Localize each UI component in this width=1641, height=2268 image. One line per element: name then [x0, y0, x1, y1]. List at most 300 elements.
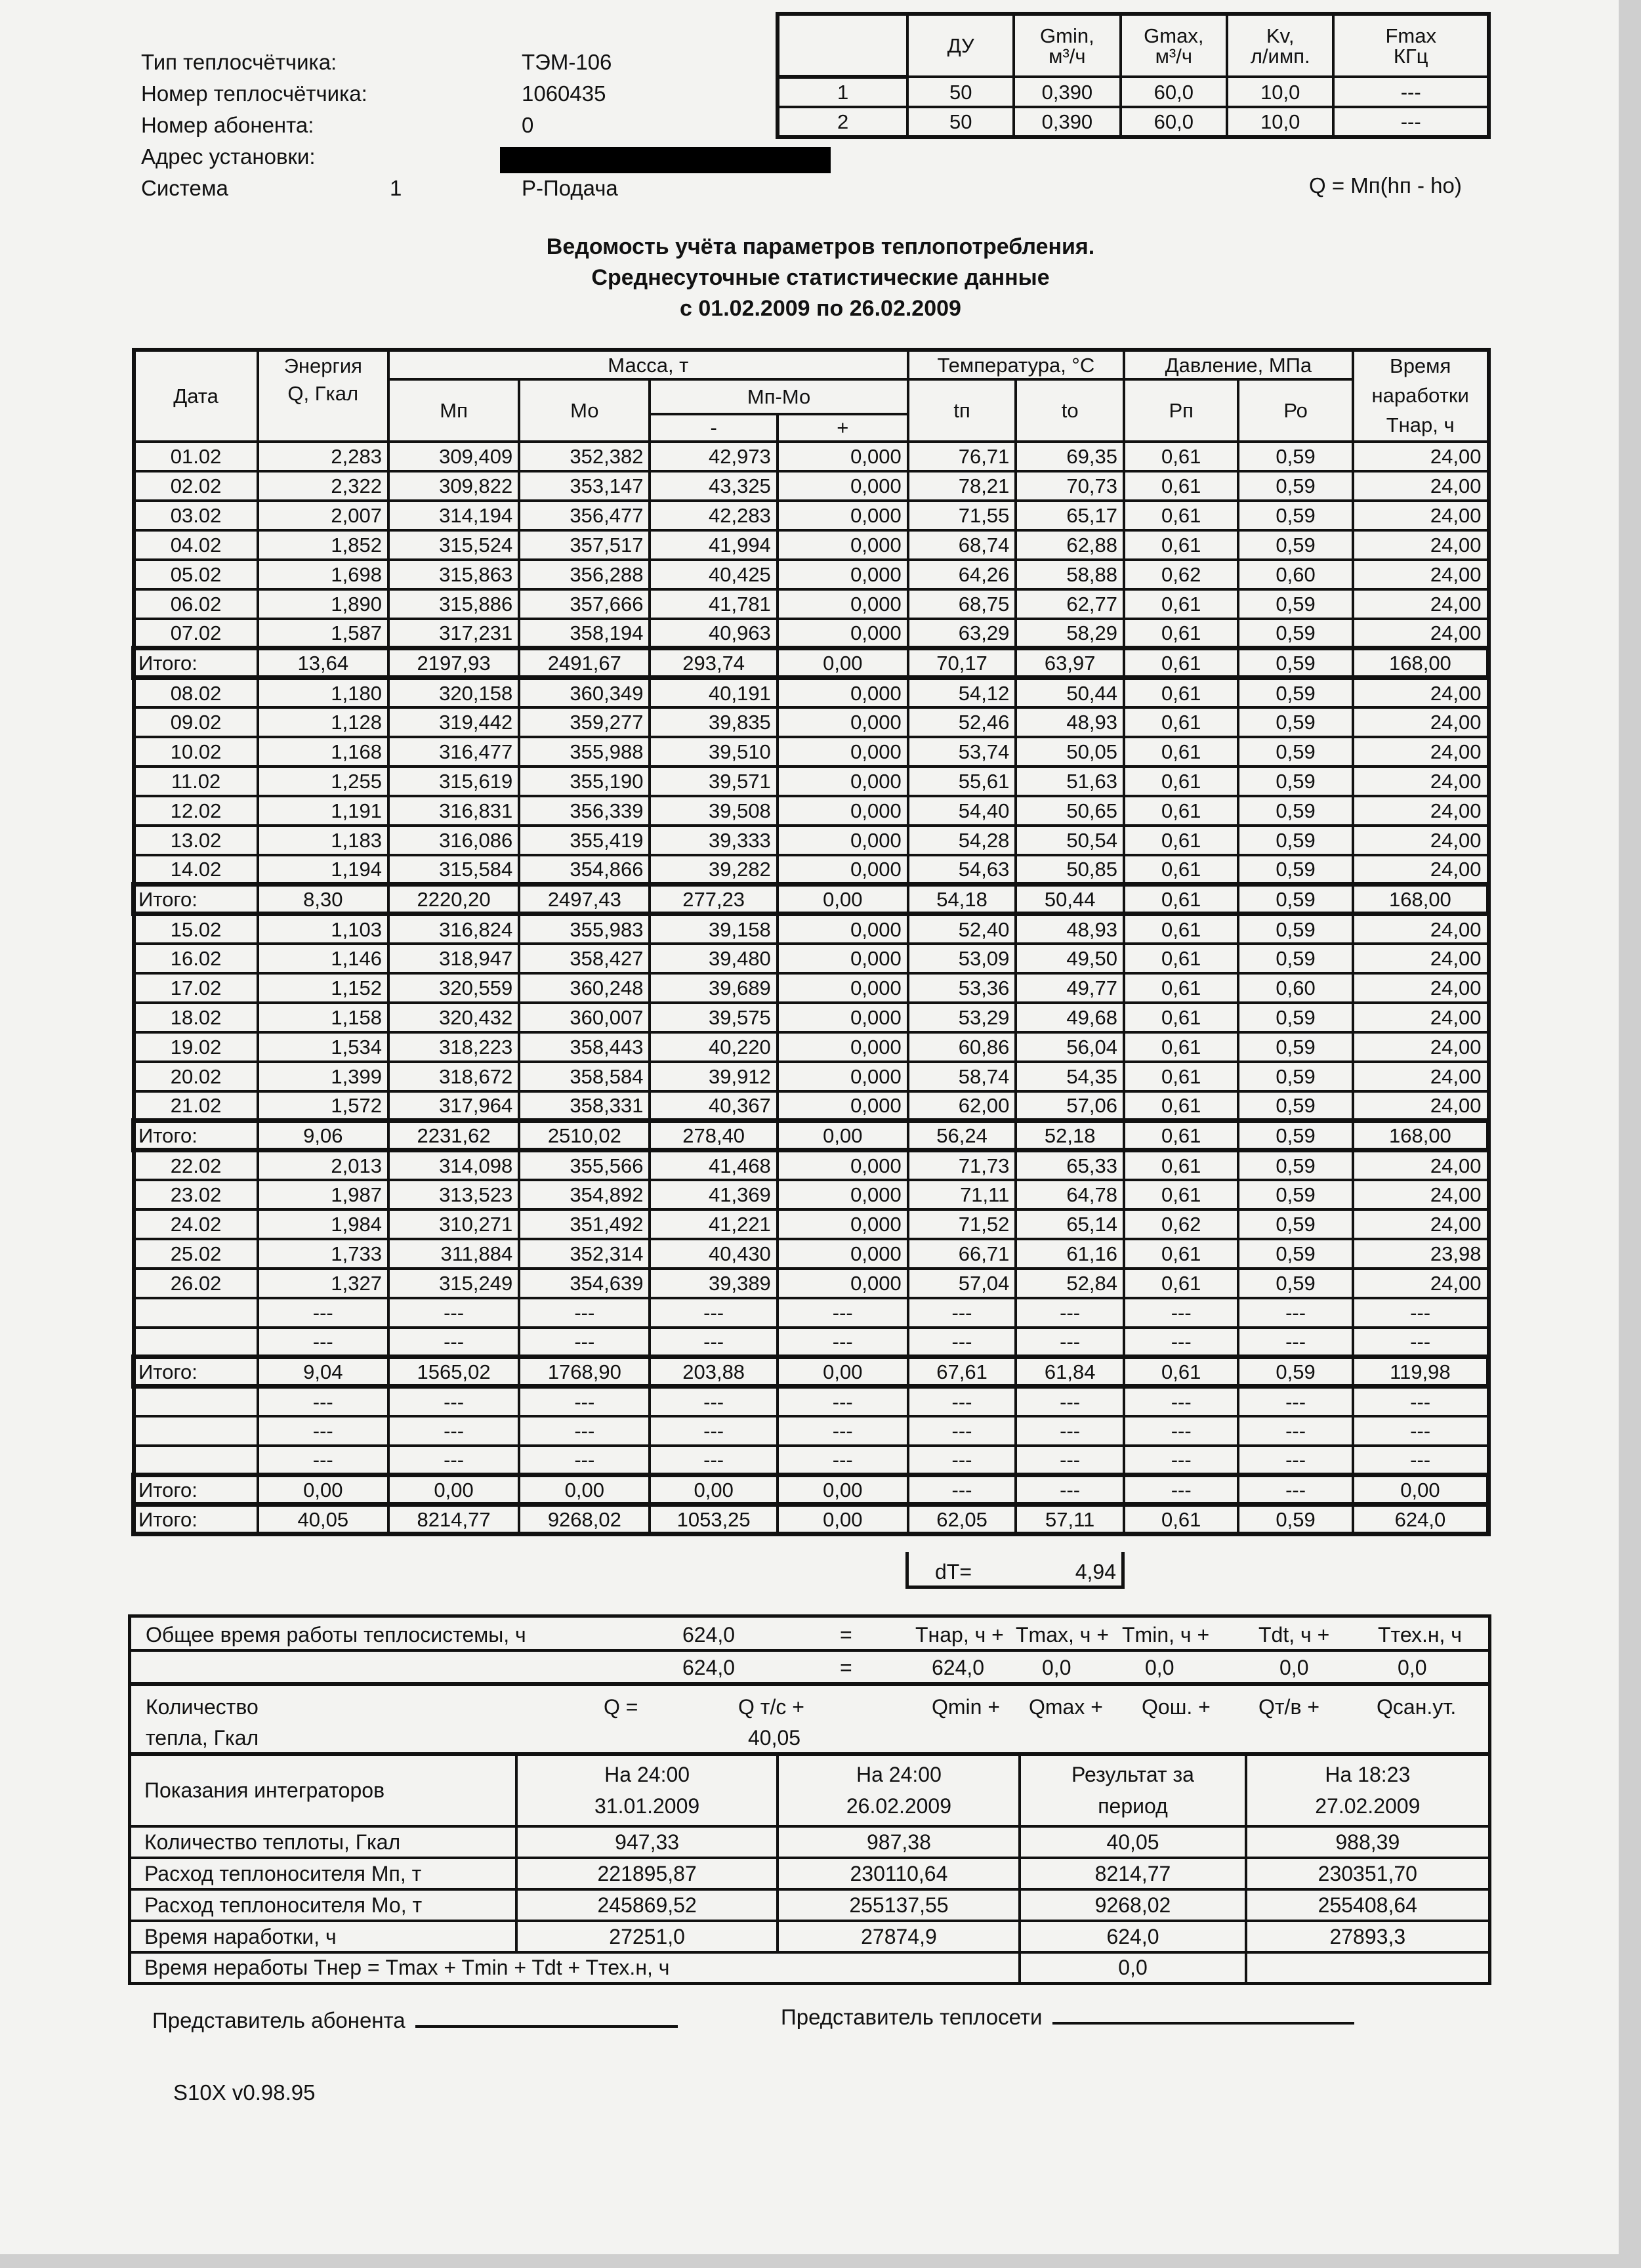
- table-cell: 314,194: [388, 501, 519, 530]
- q-term-san: Qсан.ут.: [1377, 1695, 1457, 1719]
- table-cell: 24,00: [1353, 914, 1489, 944]
- table-cell: 354,639: [519, 1269, 650, 1298]
- table-cell: 24,00: [1353, 1003, 1489, 1032]
- table-cell: 0,00: [519, 1475, 650, 1505]
- table-cell: 318,223: [388, 1032, 519, 1062]
- table-cell: 0,59: [1238, 471, 1352, 501]
- header-mp-mo: Мп-Мо: [650, 379, 907, 414]
- table-cell: 355,419: [519, 826, 650, 855]
- q-eq: Q =: [604, 1695, 638, 1719]
- table-cell: 2220,20: [388, 885, 519, 914]
- table-cell: 352,314: [519, 1239, 650, 1269]
- table-cell: ---: [1353, 1298, 1489, 1328]
- table-cell: 0,00: [258, 1475, 388, 1505]
- table-cell: 24,00: [1353, 737, 1489, 766]
- table-cell: 54,12: [908, 678, 1016, 707]
- table-cell: 49,68: [1016, 1003, 1124, 1032]
- table-cell: 355,566: [519, 1150, 650, 1180]
- table-cell: 54,28: [908, 826, 1016, 855]
- table-cell: 1,572: [258, 1091, 388, 1121]
- table-cell: 54,18: [908, 885, 1016, 914]
- table-cell: 65,14: [1016, 1209, 1124, 1239]
- table-row: [134, 1091, 1489, 1121]
- channel-cell: 50: [907, 107, 1014, 137]
- table-cell: 0,59: [1238, 648, 1352, 678]
- table-cell: Итого:: [134, 885, 258, 914]
- table-cell: 0,59: [1238, 1121, 1352, 1150]
- table-cell: 0,60: [1238, 560, 1352, 589]
- header-energy-unit: Q, Гкал: [258, 379, 388, 442]
- table-cell: ---: [908, 1475, 1016, 1505]
- table-cell: 1,180: [258, 678, 388, 707]
- table-cell: [134, 1387, 258, 1416]
- table-cell: 356,288: [519, 560, 650, 589]
- table-cell: 0,61: [1124, 619, 1238, 648]
- table-cell: 0,59: [1238, 1269, 1352, 1298]
- table-cell: ---: [908, 1446, 1016, 1475]
- table-cell: 0,61: [1124, 914, 1238, 944]
- table-cell: 48,93: [1016, 707, 1124, 737]
- table-cell: 52,18: [1016, 1121, 1124, 1150]
- table-cell: 319,442: [388, 707, 519, 737]
- table-cell: ---: [258, 1387, 388, 1416]
- table-cell: 0,61: [1124, 885, 1238, 914]
- table-cell: 23.02: [134, 1180, 258, 1209]
- table-cell: 56,24: [908, 1121, 1016, 1150]
- table-cell: 24,00: [1353, 944, 1489, 973]
- table-cell: 67,61: [908, 1357, 1016, 1387]
- table-cell: 60,86: [908, 1032, 1016, 1062]
- table-cell: 1,255: [258, 766, 388, 796]
- table-cell: 1,984: [258, 1209, 388, 1239]
- label-subscriber-number: Номер абонента:: [141, 113, 314, 137]
- channel-header-kv: Kv, л/имп.: [1227, 14, 1333, 77]
- total-row: [134, 648, 1489, 678]
- integrator-row-label: Время наработки, ч: [130, 1921, 516, 1952]
- label-address: Адрес установки:: [141, 144, 316, 169]
- table-cell: 0,000: [778, 501, 908, 530]
- integrators-table: [128, 1752, 1491, 1985]
- table-cell: ---: [1353, 1387, 1489, 1416]
- table-cell: 9,06: [258, 1121, 388, 1150]
- empty-row: [134, 1328, 1489, 1357]
- table-cell: 315,863: [388, 560, 519, 589]
- channel-header-blank: [778, 14, 907, 77]
- table-cell: 0,60: [1238, 973, 1352, 1003]
- total-row: [134, 885, 1489, 914]
- report-period: с 01.02.2009 по 26.02.2009: [680, 296, 961, 321]
- table-cell: ---: [1238, 1328, 1352, 1357]
- table-cell: 0,000: [778, 796, 908, 826]
- table-cell: 24,00: [1353, 973, 1489, 1003]
- table-cell: 311,884: [388, 1239, 519, 1269]
- table-cell: 50,65: [1016, 796, 1124, 826]
- table-cell: 50,44: [1016, 885, 1124, 914]
- table-cell: 65,33: [1016, 1150, 1124, 1180]
- table-cell: 78,21: [908, 471, 1016, 501]
- table-cell: 0,000: [778, 766, 908, 796]
- table-cell: 0,61: [1124, 501, 1238, 530]
- table-cell: 1,158: [258, 1003, 388, 1032]
- table-row: [134, 1150, 1489, 1180]
- table-cell: 0,000: [778, 1062, 908, 1091]
- integrator-value: 255408,64: [1246, 1889, 1490, 1921]
- table-cell: 2491,67: [519, 648, 650, 678]
- table-row: [134, 973, 1489, 1003]
- table-cell: ---: [1353, 1328, 1489, 1357]
- time-value-tmin: 0,0: [1145, 1656, 1174, 1679]
- integrators-col-current: На 18:23 27.02.2009: [1246, 1754, 1490, 1826]
- table-cell: ---: [1238, 1475, 1352, 1505]
- integrator-row: [130, 1889, 1490, 1921]
- table-cell: 357,517: [519, 530, 650, 560]
- table-cell: 50,85: [1016, 855, 1124, 885]
- table-cell: 0,61: [1124, 1357, 1238, 1387]
- label-system: Система: [141, 176, 228, 200]
- table-cell: 0,61: [1124, 766, 1238, 796]
- table-cell: ---: [258, 1416, 388, 1446]
- table-cell: 62,05: [908, 1505, 1016, 1534]
- table-cell: 0,59: [1238, 1091, 1352, 1121]
- integrators-col-result: Результат за период: [1020, 1754, 1245, 1826]
- table-cell: 43,325: [650, 471, 777, 501]
- table-cell: ---: [1124, 1387, 1238, 1416]
- table-cell: 0,59: [1238, 1062, 1352, 1091]
- empty-row: [134, 1416, 1489, 1446]
- table-cell: 0,00: [778, 648, 908, 678]
- table-cell: 0,61: [1124, 855, 1238, 885]
- table-cell: 352,382: [519, 442, 650, 471]
- table-cell: 320,559: [388, 973, 519, 1003]
- table-cell: 58,29: [1016, 619, 1124, 648]
- meter-number-value: 1060435: [522, 81, 606, 106]
- table-cell: 0,61: [1124, 589, 1238, 619]
- table-cell: 0,000: [778, 1150, 908, 1180]
- meter-type-value: ТЭМ-106: [522, 50, 612, 74]
- table-cell: 50,44: [1016, 678, 1124, 707]
- table-cell: 22.02: [134, 1150, 258, 1180]
- table-cell: 360,248: [519, 973, 650, 1003]
- channel-header-du: ДУ: [907, 14, 1014, 77]
- table-cell: 0,000: [778, 973, 908, 1003]
- table-row: [134, 707, 1489, 737]
- table-cell: 2497,43: [519, 885, 650, 914]
- table-cell: 1,399: [258, 1062, 388, 1091]
- downtime-row: [130, 1952, 1490, 1984]
- table-cell: 2,322: [258, 471, 388, 501]
- table-cell: ---: [650, 1387, 777, 1416]
- table-cell: 1,183: [258, 826, 388, 855]
- table-cell: 0,000: [778, 589, 908, 619]
- table-cell: 63,97: [1016, 648, 1124, 678]
- table-cell: 70,17: [908, 648, 1016, 678]
- channel-cell: 0,390: [1014, 107, 1120, 137]
- table-cell: 0,59: [1238, 737, 1352, 766]
- table-cell: ---: [1016, 1298, 1124, 1328]
- table-row: [134, 1180, 1489, 1209]
- table-cell: 358,331: [519, 1091, 650, 1121]
- table-cell: 203,88: [650, 1357, 777, 1387]
- work-time-label: Общее время работы теплосистемы, ч: [146, 1623, 526, 1647]
- total-row: [134, 1475, 1489, 1505]
- table-cell: 1,103: [258, 914, 388, 944]
- signature-network-label: Представитель теплосети: [781, 2005, 1043, 2029]
- total-row: [134, 1357, 1489, 1387]
- table-cell: 39,333: [650, 826, 777, 855]
- table-cell: 0,61: [1124, 737, 1238, 766]
- table-cell: ---: [650, 1446, 777, 1475]
- table-cell: 360,007: [519, 1003, 650, 1032]
- table-cell: 0,59: [1238, 530, 1352, 560]
- table-cell: Итого:: [134, 1121, 258, 1150]
- table-cell: 315,249: [388, 1269, 519, 1298]
- table-cell: 1,534: [258, 1032, 388, 1062]
- header-pp: Рп: [1124, 379, 1238, 442]
- channel-table-header: [778, 14, 1489, 77]
- table-cell: 8214,77: [388, 1505, 519, 1534]
- table-cell: 0,59: [1238, 944, 1352, 973]
- table-cell: 0,000: [778, 471, 908, 501]
- table-cell: 40,05: [258, 1505, 388, 1534]
- table-cell: ---: [519, 1387, 650, 1416]
- table-cell: 40,425: [650, 560, 777, 589]
- table-cell: 0,61: [1124, 973, 1238, 1003]
- table-cell: 48,93: [1016, 914, 1124, 944]
- table-cell: 24,00: [1353, 560, 1489, 589]
- table-cell: 277,23: [650, 885, 777, 914]
- table-cell: 0,61: [1124, 471, 1238, 501]
- table-cell: 0,61: [1124, 796, 1238, 826]
- table-cell: 0,00: [778, 1121, 908, 1150]
- header-date: Дата: [134, 350, 258, 442]
- table-cell: 0,000: [778, 737, 908, 766]
- table-cell: 2510,02: [519, 1121, 650, 1150]
- header-diff-plus: +: [778, 414, 908, 442]
- software-version: S10X v0.98.95: [173, 2080, 316, 2105]
- work-time-value-2: 624,0: [682, 1656, 736, 1679]
- integrators-label: Показания интеграторов: [130, 1754, 516, 1826]
- table-cell: 356,339: [519, 796, 650, 826]
- table-cell: 2,283: [258, 442, 388, 471]
- table-cell: 65,17: [1016, 501, 1124, 530]
- table-cell: ---: [1353, 1446, 1489, 1475]
- system-name-value: Р-Подача: [522, 176, 618, 200]
- table-cell: 0,61: [1124, 1032, 1238, 1062]
- label-meter-type: Тип теплосчётчика:: [141, 50, 337, 74]
- table-cell: 320,158: [388, 678, 519, 707]
- table-cell: 0,61: [1124, 1091, 1238, 1121]
- q-term-min: Qmin +: [932, 1695, 1001, 1719]
- table-cell: 0,000: [778, 678, 908, 707]
- signature-subscriber-line[interactable]: [415, 2025, 678, 2028]
- integrator-row: [130, 1858, 1490, 1889]
- integrator-value: 27874,9: [778, 1921, 1020, 1952]
- integrator-row-label: Расход теплоносителя Мо, т: [130, 1889, 516, 1921]
- integrator-row-label: Расход теплоносителя Мп, т: [130, 1858, 516, 1889]
- table-cell: 293,74: [650, 648, 777, 678]
- q-term-max: Qmax +: [1029, 1695, 1103, 1719]
- table-cell: 0,59: [1238, 766, 1352, 796]
- table-cell: 0,000: [778, 1209, 908, 1239]
- table-cell: ---: [908, 1328, 1016, 1357]
- table-cell: Итого:: [134, 1505, 258, 1534]
- table-cell: 316,086: [388, 826, 519, 855]
- table-cell: 39,282: [650, 855, 777, 885]
- table-cell: 39,508: [650, 796, 777, 826]
- table-cell: 0,59: [1238, 501, 1352, 530]
- work-time-eq: =: [840, 1623, 852, 1647]
- table-cell: 53,09: [908, 944, 1016, 973]
- table-cell: 315,584: [388, 855, 519, 885]
- table-cell: 355,983: [519, 914, 650, 944]
- table-cell: ---: [258, 1298, 388, 1328]
- time-value-tdt: 0,0: [1279, 1656, 1309, 1679]
- channel-header-gmin: Gmin, м³/ч: [1014, 14, 1120, 77]
- table-row: [134, 796, 1489, 826]
- table-cell: [134, 1298, 258, 1328]
- integrators-header: [130, 1754, 1490, 1826]
- integrator-value: 221895,87: [516, 1858, 778, 1889]
- table-cell: 42,973: [650, 442, 777, 471]
- table-cell: 0,61: [1124, 530, 1238, 560]
- table-cell: 0,61: [1124, 707, 1238, 737]
- table-cell: 0,000: [778, 707, 908, 737]
- table-cell: 68,74: [908, 530, 1016, 560]
- work-time-eq-2: =: [840, 1656, 852, 1679]
- table-cell: 24,00: [1353, 442, 1489, 471]
- table-cell: 61,16: [1016, 1239, 1124, 1269]
- signature-network-line[interactable]: [1052, 2022, 1354, 2025]
- table-cell: 0,000: [778, 944, 908, 973]
- integrator-value: 245869,52: [516, 1889, 778, 1921]
- table-cell: ---: [650, 1328, 777, 1357]
- table-cell: 71,73: [908, 1150, 1016, 1180]
- table-cell: 1,987: [258, 1180, 388, 1209]
- q-ts-value: 40,05: [748, 1726, 801, 1750]
- table-cell: 14.02: [134, 855, 258, 885]
- heat-formula: Q = Мп(hп - hо): [1309, 173, 1462, 198]
- table-cell: 356,477: [519, 501, 650, 530]
- table-cell: ---: [1124, 1416, 1238, 1446]
- table-cell: 13,64: [258, 648, 388, 678]
- table-cell: 0,000: [778, 560, 908, 589]
- table-cell: 50,05: [1016, 737, 1124, 766]
- table-cell: 24,00: [1353, 796, 1489, 826]
- table-cell: 56,04: [1016, 1032, 1124, 1062]
- table-cell: 01.02: [134, 442, 258, 471]
- signature-network: [781, 2005, 1354, 2030]
- table-cell: 0,61: [1124, 1150, 1238, 1180]
- table-cell: 39,389: [650, 1269, 777, 1298]
- table-cell: 358,427: [519, 944, 650, 973]
- channel-cell: 0,390: [1014, 77, 1120, 107]
- table-cell: 354,892: [519, 1180, 650, 1209]
- table-cell: 0,61: [1124, 944, 1238, 973]
- table-cell: 359,277: [519, 707, 650, 737]
- table-cell: 0,59: [1238, 1357, 1352, 1387]
- table-cell: ---: [1016, 1475, 1124, 1505]
- table-row: [134, 737, 1489, 766]
- table-cell: ---: [1124, 1475, 1238, 1505]
- table-cell: 0,61: [1124, 1239, 1238, 1269]
- table-cell: [134, 1416, 258, 1446]
- table-cell: 0,000: [778, 530, 908, 560]
- table-row: [134, 1003, 1489, 1032]
- table-cell: 17.02: [134, 973, 258, 1003]
- table-cell: 1053,25: [650, 1505, 777, 1534]
- table-cell: 2,013: [258, 1150, 388, 1180]
- table-cell: 71,11: [908, 1180, 1016, 1209]
- table-row: [134, 560, 1489, 589]
- table-row: [134, 530, 1489, 560]
- dt-box: [905, 1552, 1125, 1589]
- table-cell: 0,00: [778, 1505, 908, 1534]
- channel-table: [776, 12, 1491, 139]
- table-row: [134, 1269, 1489, 1298]
- table-cell: 24,00: [1353, 501, 1489, 530]
- downtime-empty: [1246, 1952, 1490, 1984]
- table-cell: 39,480: [650, 944, 777, 973]
- channel-cell: 60,0: [1121, 107, 1227, 137]
- table-cell: ---: [778, 1416, 908, 1446]
- table-cell: 0,59: [1238, 796, 1352, 826]
- integrator-value: 9268,02: [1020, 1889, 1245, 1921]
- channel-cell: 1: [778, 77, 907, 107]
- table-cell: 24,00: [1353, 1091, 1489, 1121]
- table-cell: ---: [1016, 1387, 1124, 1416]
- table-row: [134, 766, 1489, 796]
- table-cell: 0,61: [1124, 1003, 1238, 1032]
- table-cell: 39,510: [650, 737, 777, 766]
- table-cell: 318,672: [388, 1062, 519, 1091]
- table-cell: 06.02: [134, 589, 258, 619]
- table-cell: [134, 1446, 258, 1475]
- table-cell: 358,584: [519, 1062, 650, 1091]
- table-cell: 70,73: [1016, 471, 1124, 501]
- total-row: [134, 1121, 1489, 1150]
- table-cell: 0,62: [1124, 1209, 1238, 1239]
- table-cell: ---: [519, 1416, 650, 1446]
- table-cell: 18.02: [134, 1003, 258, 1032]
- table-cell: ---: [1124, 1328, 1238, 1357]
- table-cell: ---: [388, 1446, 519, 1475]
- table-cell: 24,00: [1353, 707, 1489, 737]
- table-cell: 309,822: [388, 471, 519, 501]
- table-cell: 24.02: [134, 1209, 258, 1239]
- work-time-value: 624,0: [682, 1623, 736, 1647]
- q-ts-label: Q т/с +: [738, 1695, 804, 1719]
- channel-cell: 10,0: [1227, 77, 1333, 107]
- summary-block: [128, 1614, 1491, 1756]
- table-cell: 316,824: [388, 914, 519, 944]
- table-cell: 20.02: [134, 1062, 258, 1091]
- table-cell: ---: [519, 1298, 650, 1328]
- table-cell: 40,220: [650, 1032, 777, 1062]
- integrator-row: [130, 1921, 1490, 1952]
- table-cell: 168,00: [1353, 885, 1489, 914]
- table-cell: 355,190: [519, 766, 650, 796]
- table-cell: 0,000: [778, 1032, 908, 1062]
- table-cell: 0,00: [650, 1475, 777, 1505]
- integrator-value: 255137,55: [778, 1889, 1020, 1921]
- table-cell: 24,00: [1353, 826, 1489, 855]
- table-cell: 0,59: [1238, 1505, 1352, 1534]
- table-cell: 0,59: [1238, 1032, 1352, 1062]
- table-cell: Итого:: [134, 648, 258, 678]
- table-cell: 54,63: [908, 855, 1016, 885]
- time-term-ttech: Tтех.н, ч: [1378, 1623, 1462, 1647]
- table-cell: 24,00: [1353, 766, 1489, 796]
